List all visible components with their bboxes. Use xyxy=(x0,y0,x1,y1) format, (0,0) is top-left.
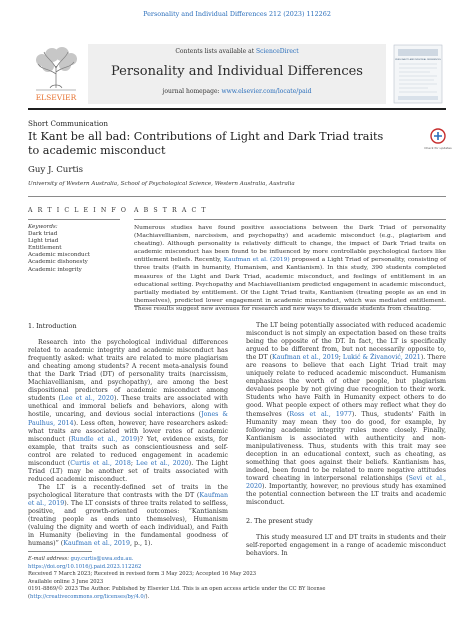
meta-divider xyxy=(28,196,446,197)
abstract-part: Numerous studies have found positive associations between the Dark Triad of personality (Machiavellianism, narcissism, and psychopathy) and academic misconduct (e.g., plagiarism and cheating). Although personality is relatively difficult to change, the impact of Dark Triad traits on academic misconduct has been found to be influenced by more controllable psychological factors like entitlement beliefs. Recently, xyxy=(134,225,446,264)
crossmark-icon[interactable] xyxy=(424,128,452,152)
journal-title[interactable]: Personality and Individual Differences xyxy=(111,64,363,79)
journal-cover-image[interactable] xyxy=(390,44,446,104)
abstract-heading: A B S T R A C T xyxy=(134,207,208,214)
keywords-divider xyxy=(28,219,120,220)
paragraph-text: ). Thus, students' Faith in Humanity may mean they too do good, for example, by following academic integrity rules more closely. Finally, Kantianism is associated with authenticity and non-manipulativeness. Thus, students with this trait may see deception in an educational context, such as cheating, as something that goes against their beliefs. Kantianism has, indeed, been found to be related to more negative attitudes toward cheating in interpersonal relationships ( xyxy=(246,410,447,482)
journal-homepage-line xyxy=(88,88,386,95)
contents-prefix: Contents lists available at xyxy=(175,48,255,55)
paragraph-text: ). Importantly, however, no previous study has examined the potential connection between the LT traits and academic misconduct. xyxy=(246,482,446,507)
author-name[interactable]: Guy J. Curtis xyxy=(28,165,84,175)
doi-link[interactable]: https://doi.org/10.1016/j.paid.2023.112262 xyxy=(28,563,142,570)
article-title: It Kant be all bad: Contributions of Light and Dark Triad traits to academic misconduct xyxy=(28,130,384,157)
email-link[interactable]: guy.curtis@uwa.edu.au. xyxy=(70,556,134,562)
abstract-text xyxy=(134,224,446,313)
body-column-right xyxy=(246,322,446,558)
citation-link[interactable]: Lee et al., 2020 xyxy=(60,395,114,403)
journal-citation[interactable]: Personality and Individual Differences 212 (2023) 112262 xyxy=(143,10,331,18)
paragraph-text: ; xyxy=(338,354,343,362)
paragraph-text: ). The LT consists of three traits related to selfless, positive, and growth-oriented outcomes: “Kantianism (treating people as ends unto themselves), Humanism (valuing the dignity and worth of each individual), and Faith in Humanity (believing in the fundamental goodness of humans)” ( xyxy=(28,499,228,548)
citation-link[interactable]: Sevi et al., 2020 xyxy=(246,474,446,490)
journal-header xyxy=(28,44,446,104)
license-link[interactable]: http://creativecommons.org/licenses/by/4.0/ xyxy=(30,593,146,600)
article-info-heading: A R T I C L E I N F O xyxy=(28,207,128,214)
journal-info xyxy=(88,44,386,104)
footnote-divider xyxy=(28,551,92,552)
footnotes xyxy=(28,556,446,602)
paragraph-text: The LT is a recently-defined set of traits in the psychological literature that contrasts with the DT ( xyxy=(28,483,228,499)
citation-link[interactable]: Kaufman et al. (2019) xyxy=(223,257,290,264)
paragraph xyxy=(28,484,228,548)
email-label: E-mail address: xyxy=(28,556,69,562)
author-affiliation: University of Western Australia, School of Psychological Science, Western Australia, Australia xyxy=(28,181,295,187)
section-heading-introduction: 1. Introduction xyxy=(28,322,77,330)
section-heading-present-study: 2. The present study xyxy=(246,517,313,526)
article-type: Short Communication xyxy=(28,119,108,128)
paragraph-text: , p., 1). xyxy=(129,540,153,548)
paragraph: This study measured LT and DT traits in students and their self-reported engagement in a range of academic misconduct behaviors. In xyxy=(246,534,446,558)
received-dates: Received 7 March 2023; Received in revised form 3 May 2023; Accepted 16 May 2023 xyxy=(28,571,257,578)
keywords-list xyxy=(28,224,128,274)
sciencedirect-link[interactable]: ScienceDirect xyxy=(256,48,299,55)
paragraph-text: )? Yet, evidence exists, for example, that traits such as conscientiousness and self-control are related to reduced engagement in academic misconduct ( xyxy=(28,435,228,467)
keywords-label: Keywords: xyxy=(28,224,58,230)
paragraph-text: Research into the psychological individual differences related to academic integrity and academic misconduct has frequently asked: what traits are related to more plagiarism and cheating among students? A recent meta-analysis found that the Dark Triad (DT) of personality traits (narcissism, Machiavellianism, and psychopathy), are among the best dispositional predictors of academic misconduct among students ( xyxy=(28,339,228,403)
paragraph xyxy=(28,339,228,484)
contents-line xyxy=(88,48,386,55)
paragraph-text: ). There are reasons to believe that each Light Triad trait may uniquely relate to reduced academic misconduct. Humanism emphasizes the worth of other people, but plagiarism devalues people by not giving due recognition to their work. Students who have Faith in Humanity expect others to do good. What people expect of others may reflect what they do themselves ( xyxy=(246,354,447,418)
license-line xyxy=(28,586,446,601)
citation-link[interactable]: Rundle et al., 2019 xyxy=(71,435,138,443)
citation-link[interactable]: Lee et al., 2020 xyxy=(136,459,189,467)
homepage-link[interactable]: www.elsevier.com/locate/paid xyxy=(221,88,312,95)
keyword: Academic integrity xyxy=(28,266,82,273)
license-text: 0191-8869/© 2023 The Author. Published by Elsevier Ltd. This is an open access article under the CC BY license ( xyxy=(28,586,326,600)
citation-link[interactable]: Lukić & Živanović, 2021 xyxy=(342,354,421,362)
keyword: Academic misconduct xyxy=(28,252,91,259)
keyword: Dark triad xyxy=(28,231,58,238)
paragraph-text: ; xyxy=(130,459,137,467)
citation-link[interactable]: Jones & Paulhus, 2014 xyxy=(28,411,229,427)
keyword: Academic dishonesty xyxy=(28,259,88,266)
header-divider xyxy=(28,108,446,110)
paragraph xyxy=(246,322,446,507)
citation-link[interactable]: Kaufman et al., 2019 xyxy=(63,540,130,548)
citation-link[interactable]: Ross et al., 1977 xyxy=(289,410,352,418)
paragraph-text: ). These traits are associated with unethical and immoral beliefs and behaviors, along with hostile, uncaring, and devious social interactions ( xyxy=(28,395,228,419)
publisher-name: ELSEVIER xyxy=(35,93,77,102)
abstract-divider xyxy=(134,219,446,220)
paragraph-text: The LT being potentially associated with reduced academic misconduct is not simply an expectation based on these traits being the opposite of the DT. In fact, the LT is specifically argued to be different from, but not necessarily opposite to, the DT ( xyxy=(246,322,446,362)
crossmark-label: Check for updates xyxy=(424,146,452,150)
elsevier-logo xyxy=(28,44,84,104)
paragraph-text: ). Less often, however, have researchers asked: what traits are associated with lower rates of academic misconduct ( xyxy=(28,419,228,443)
paragraph-text: ). The Light Triad (LT) may be another set of traits associated with reduced academic misconduct. xyxy=(28,459,229,483)
citation-link[interactable]: Kaufman et al., 2019 xyxy=(272,354,339,362)
keyword: Light triad xyxy=(28,238,59,245)
citation-link[interactable]: Kaufman et al., 2019 xyxy=(28,491,228,507)
abstract-part: proposed a Light Triad of personality, consisting of three traits (Faith in humanity, Humanism, and Kantianism). In this study, 390 students completed measures of the Light and Dark Triad, academic misconduct, and feelings of entitlement in an educational setting. Psychopathy and Machiavellianism predicted engagement in academic misconduct, partially mediated by entitlement. Of the Light Triad traits, Kantianism (treating people as an end in themselves), predicted lower engagement in academic misconduct, which was mediated entitlement. These results suggest new avenues for research and new ways to dissuade students from cheating. xyxy=(134,257,447,312)
abstract-end-divider xyxy=(134,305,446,306)
homepage-prefix: journal homepage: xyxy=(162,88,220,95)
available-online: Available online 3 June 2023 xyxy=(28,578,104,585)
cover-title: PERSONALITY AND INDIVIDUAL DIFFERENCES xyxy=(395,59,441,61)
keyword: Entitlement xyxy=(28,245,62,252)
citation-link[interactable]: Curtis et al., 2018 xyxy=(70,459,131,467)
email-line xyxy=(28,556,446,564)
license-suffix: ). xyxy=(145,593,150,600)
body-column-left xyxy=(28,322,228,548)
